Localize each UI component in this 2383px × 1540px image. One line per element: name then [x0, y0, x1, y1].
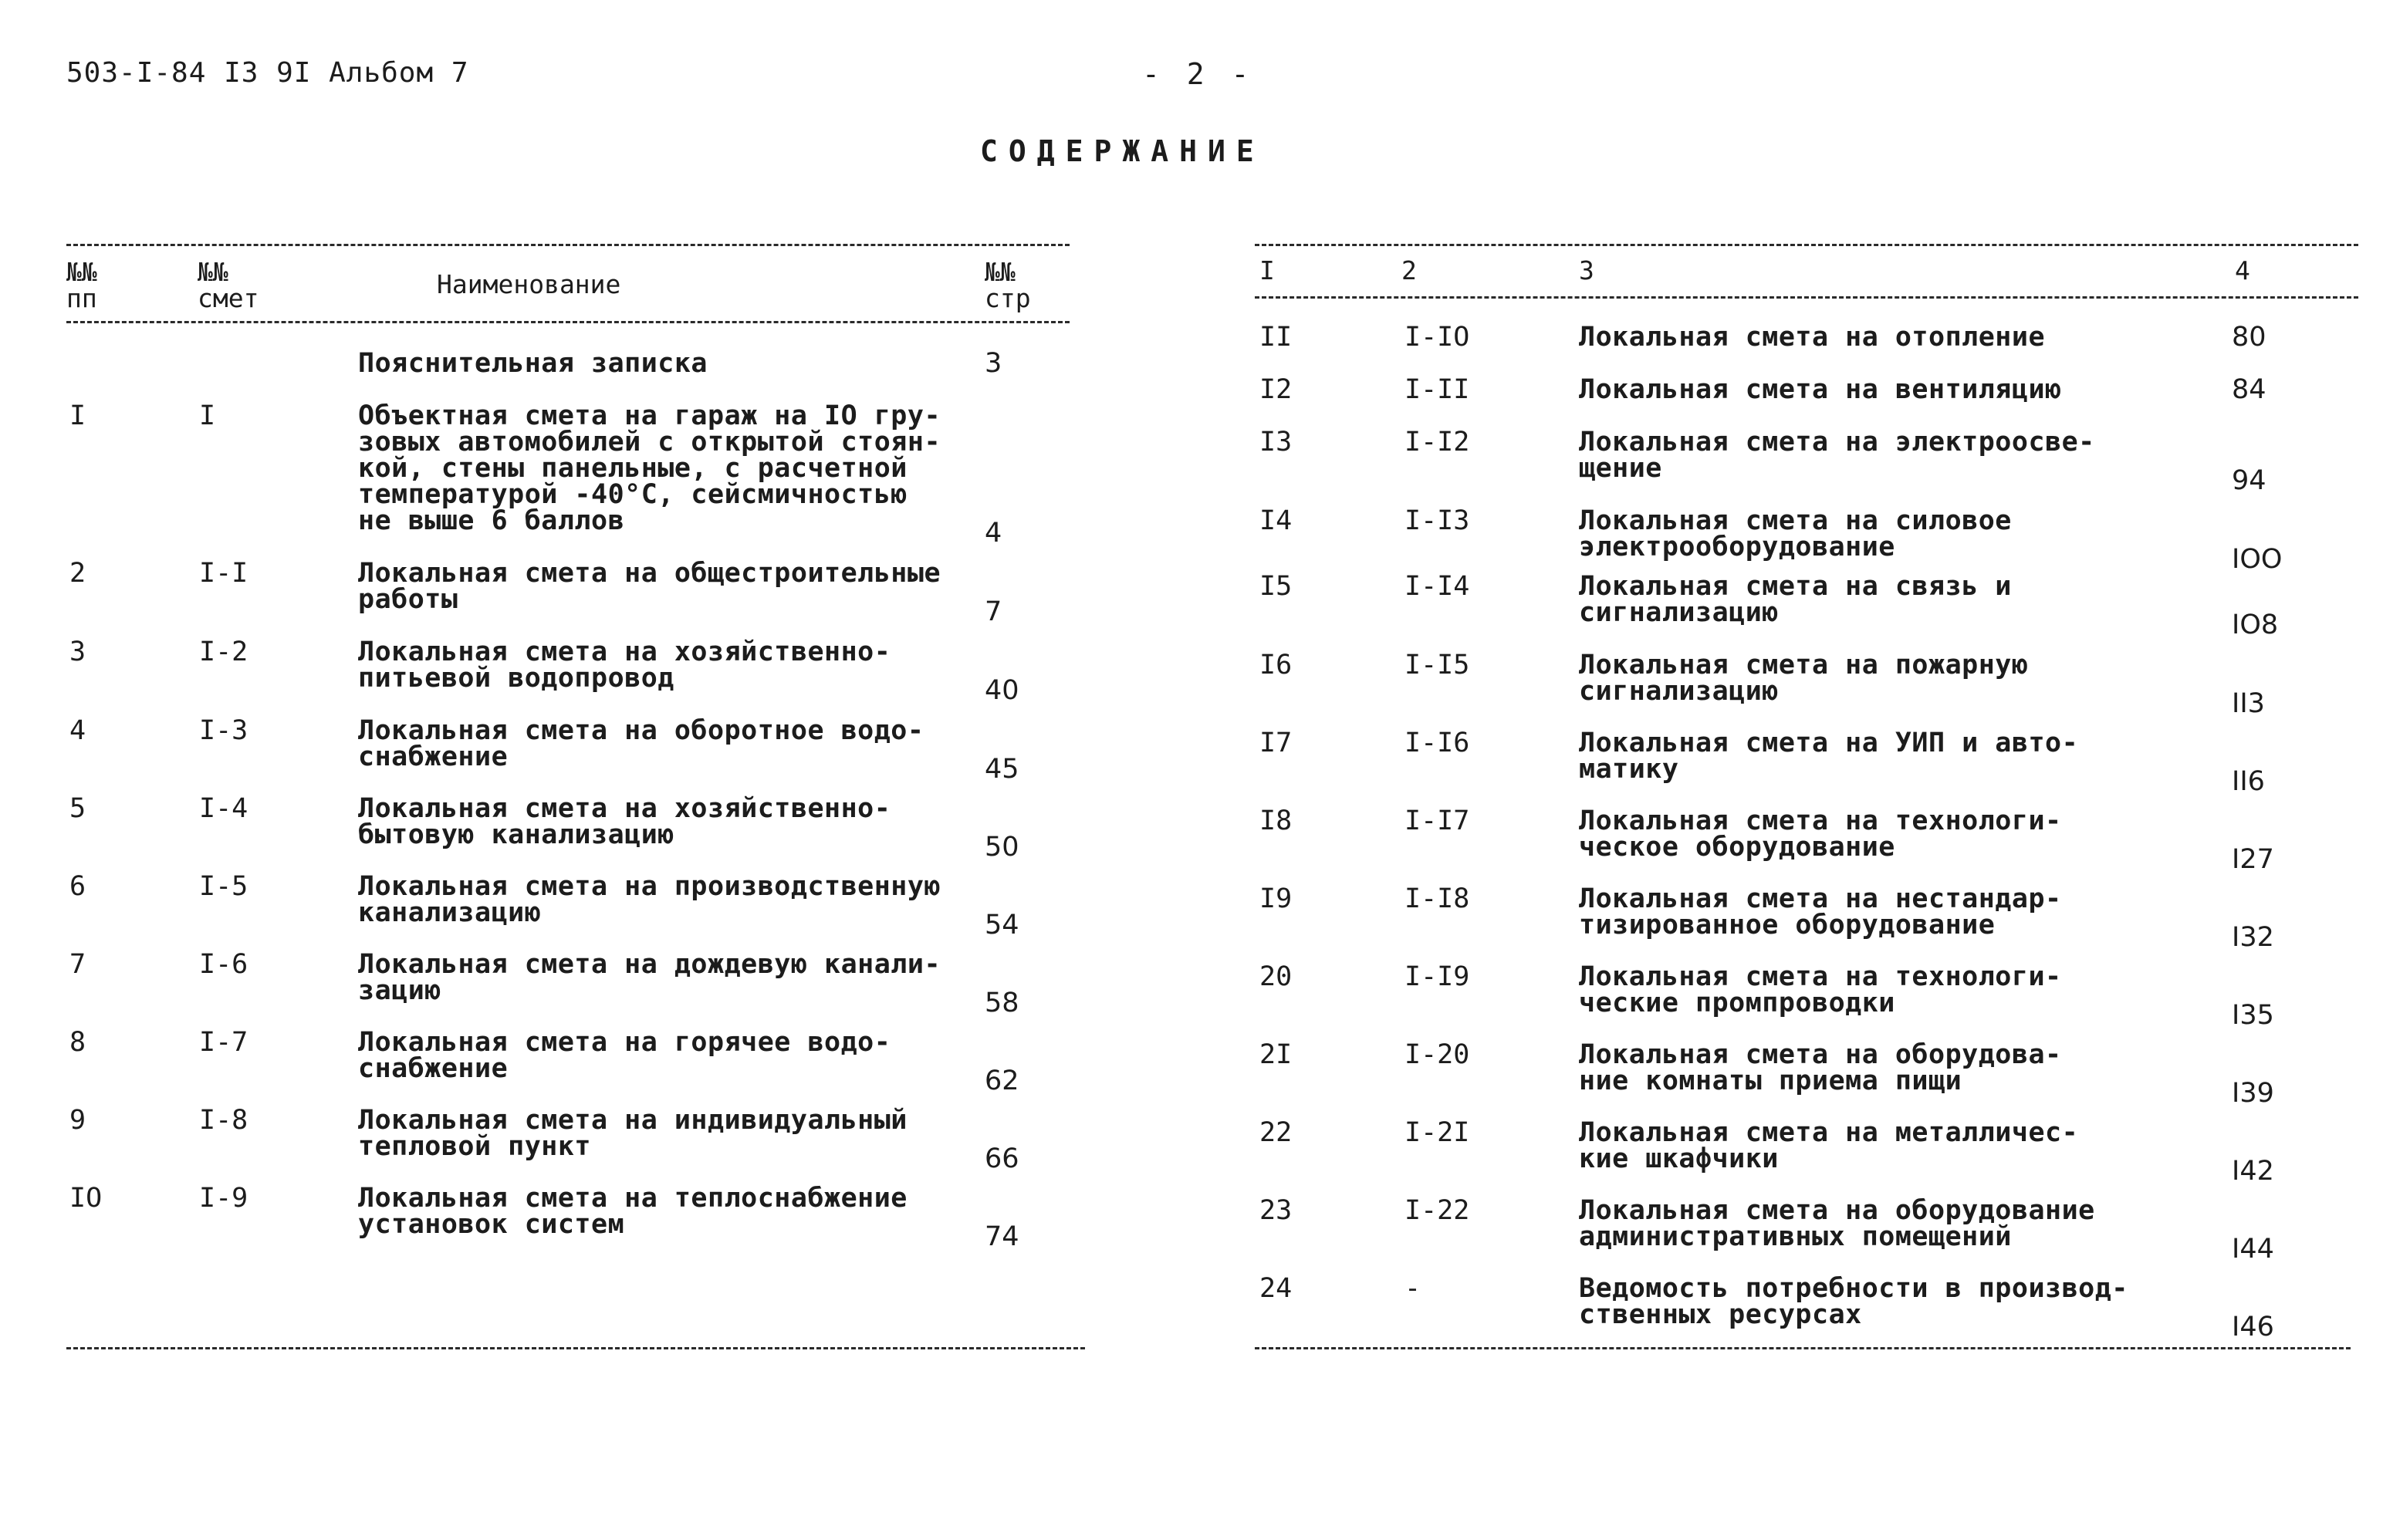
- estimate-number: I-2I: [1404, 1117, 1470, 1148]
- row-number: 3: [69, 637, 86, 667]
- row-number: 20: [1259, 961, 1293, 992]
- row-number: 4: [69, 715, 86, 746]
- row-number: 2: [69, 558, 86, 589]
- estimate-number: I-8: [199, 1105, 248, 1136]
- page-reference: 74: [985, 1221, 1019, 1252]
- estimate-title: Локальная смета на УИП и авто- матику: [1579, 728, 2079, 785]
- estimate-title: Локальная смета на нестандар- тизированное оборудование: [1579, 883, 2062, 941]
- left-table-bottom-rule: [66, 1347, 1085, 1349]
- row-number: I: [69, 400, 86, 431]
- estimate-title: Локальная смета на электроосве- щение: [1579, 427, 2095, 484]
- estimate-number: I-IO: [1404, 322, 1470, 353]
- right-header-num: I: [1259, 255, 1275, 285]
- estimate-title: Локальная смета на теплоснабжение установок систем: [358, 1183, 908, 1240]
- page-reference: 80: [2232, 322, 2266, 353]
- page-title: СОДЕРЖАНИЕ: [980, 134, 1265, 168]
- estimate-number: -: [1404, 1273, 1421, 1304]
- page-reference: IO8: [2232, 610, 2279, 640]
- row-number: 6: [69, 871, 86, 902]
- estimate-number: I-I5: [1404, 650, 1470, 681]
- estimate-title: Локальная смета на дождевую канали- зацию: [358, 949, 941, 1006]
- row-number: I8: [1259, 805, 1293, 836]
- row-number: 23: [1259, 1195, 1293, 1226]
- estimate-number: I-20: [1404, 1039, 1470, 1070]
- page-reference: 94: [2232, 465, 2266, 496]
- page-reference: I44: [2232, 1234, 2274, 1265]
- row-number: IO: [69, 1183, 103, 1214]
- row-number: 9: [69, 1105, 86, 1136]
- row-number: I6: [1259, 650, 1293, 681]
- row-number: I5: [1259, 571, 1293, 602]
- right-header-estimate: 2: [1401, 255, 1417, 285]
- document-code: 503-I-84 I3 9I Альбом 7: [66, 57, 469, 89]
- estimate-number: I-I4: [1404, 571, 1470, 602]
- estimate-number: I-9: [199, 1183, 248, 1214]
- page-reference: 54: [985, 910, 1019, 941]
- estimate-title: Локальная смета на пожарную сигнализацию: [1579, 650, 2029, 707]
- estimate-number: I-3: [199, 715, 248, 746]
- row-number: I3: [1259, 427, 1293, 458]
- page-reference: I42: [2232, 1156, 2274, 1187]
- estimate-number: I-2: [199, 637, 248, 667]
- page-reference: I39: [2232, 1078, 2274, 1109]
- left-table-header-rule: [66, 321, 1070, 323]
- estimate-title: Локальная смета на производственную канализацию: [358, 871, 941, 928]
- right-table-bottom-rule: [1255, 1347, 2351, 1349]
- page-number: - 2 -: [1142, 57, 1254, 91]
- estimate-number: I: [199, 400, 216, 431]
- estimate-number: I-7: [199, 1027, 248, 1058]
- row-number: 22: [1259, 1117, 1293, 1148]
- estimate-number: I-I7: [1404, 805, 1470, 836]
- page-reference: I32: [2232, 922, 2274, 953]
- estimate-title: Локальная смета на оборотное водо- снабжение: [358, 715, 924, 772]
- estimate-title: Локальная смета на индивидуальный тепловой пункт: [358, 1105, 908, 1162]
- estimate-title: Локальная смета на оборудование административных помещений: [1579, 1195, 2095, 1252]
- estimate-number: I-II: [1404, 374, 1470, 405]
- page-reference: 3: [985, 348, 1002, 379]
- row-number: II: [1259, 322, 1293, 353]
- estimate-title: Локальная смета на отопление: [1579, 322, 2046, 353]
- estimate-title: Локальная смета на технологи- ческие промпроводки: [1579, 961, 2062, 1018]
- page-reference: 4: [985, 518, 1002, 549]
- page-reference: 66: [985, 1143, 1019, 1174]
- estimate-title: Локальная смета на связь и сигнализацию: [1579, 571, 2012, 628]
- page-reference: 45: [985, 754, 1019, 785]
- row-number: I2: [1259, 374, 1293, 405]
- page-reference: I35: [2232, 1000, 2274, 1031]
- page-reference: IOO: [2232, 544, 2283, 575]
- estimate-title: Локальная смета на металличес- кие шкафчики: [1579, 1117, 2079, 1174]
- estimate-title: Локальная смета на оборудова- ние комнаты приема пищи: [1579, 1039, 2062, 1096]
- estimate-title: Локальная смета на общестроительные работы: [358, 558, 941, 615]
- right-header-page: 4: [2235, 255, 2250, 285]
- page-reference: II3: [2232, 688, 2265, 719]
- row-number: I4: [1259, 505, 1293, 536]
- page-reference: 50: [985, 832, 1019, 863]
- row-number: I7: [1259, 728, 1293, 758]
- right-header-name: 3: [1579, 255, 1594, 285]
- page-reference: 58: [985, 988, 1019, 1018]
- page-reference: 40: [985, 675, 1019, 706]
- estimate-title: Локальная смета на хозяйственно- питьевой водопровод: [358, 637, 891, 694]
- estimate-number: I-5: [199, 871, 248, 902]
- row-number: 5: [69, 793, 86, 824]
- left-header-page: №№ стр: [985, 257, 1031, 313]
- page-reference: 84: [2232, 374, 2266, 405]
- page-reference: I27: [2232, 844, 2274, 875]
- estimate-title: Объектная смета на гараж на IO гру- зовых автомобилей с открытой стоян- кой, стены панельные, с расчетной температурой -40°С, сейсмичностью не выше 6 баллов: [358, 400, 941, 536]
- estimate-number: I-I: [199, 558, 248, 589]
- row-number: 2I: [1259, 1039, 1293, 1070]
- left-header-estimate: №№ смет: [198, 257, 259, 313]
- right-table-header-rule: [1255, 296, 2358, 299]
- estimate-number: I-4: [199, 793, 248, 824]
- estimate-number: I-I2: [1404, 427, 1470, 458]
- estimate-number: I-6: [199, 949, 248, 980]
- page-reference: 62: [985, 1066, 1019, 1096]
- estimate-title: Ведомость потребности в производ- ственных ресурсах: [1579, 1273, 2128, 1330]
- left-table-top-rule: [66, 244, 1070, 246]
- estimate-title: Локальная смета на силовое электрооборудование: [1579, 505, 2012, 562]
- left-header-name: Наименование: [437, 269, 621, 299]
- row-number: 8: [69, 1027, 86, 1058]
- estimate-number: I-I9: [1404, 961, 1470, 992]
- row-number: 24: [1259, 1273, 1293, 1304]
- estimate-number: I-I3: [1404, 505, 1470, 536]
- page-reference: 7: [985, 596, 1002, 627]
- page-reference: I46: [2232, 1312, 2274, 1342]
- estimate-number: I-22: [1404, 1195, 1470, 1226]
- estimate-title: Пояснительная записка: [358, 348, 708, 379]
- estimate-title: Локальная смета на технологи- ческое оборудование: [1579, 805, 2062, 863]
- estimate-title: Локальная смета на горячее водо- снабжение: [358, 1027, 891, 1084]
- row-number: I9: [1259, 883, 1293, 914]
- estimate-number: I-I6: [1404, 728, 1470, 758]
- estimate-number: I-I8: [1404, 883, 1470, 914]
- estimate-title: Локальная смета на вентиляцию: [1579, 374, 2062, 405]
- page-reference: II6: [2232, 766, 2265, 797]
- estimate-title: Локальная смета на хозяйственно- бытовую канализацию: [358, 793, 891, 850]
- row-number: 7: [69, 949, 86, 980]
- right-table-top-rule: [1255, 244, 2358, 246]
- left-header-num: №№ пп: [66, 257, 97, 313]
